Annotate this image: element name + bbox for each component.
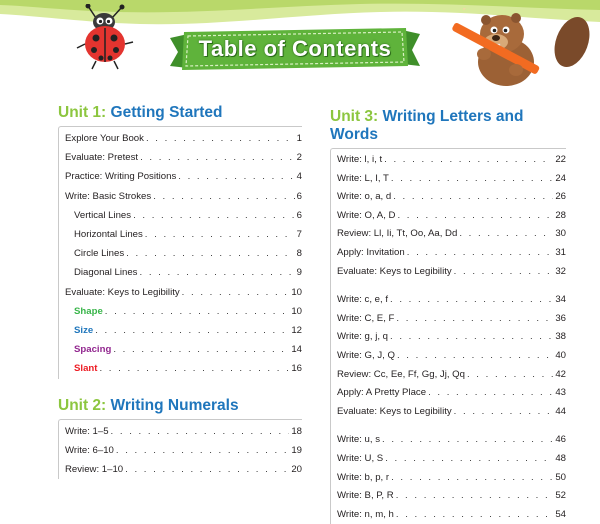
key-label-spacing: Spacing: [74, 344, 112, 356]
entry-label: Write: 1–5: [65, 425, 109, 437]
beaver-illustration: [444, 8, 594, 90]
entry-label: Apply: A Pretty Place: [337, 387, 427, 399]
entry-page: 52: [555, 490, 566, 502]
toc-entry[interactable]: [65, 129, 302, 148]
entry-page: 6: [296, 190, 302, 202]
toc-subentry[interactable]: [65, 225, 302, 244]
entry-label: Evaluate: Keys to Legibility: [337, 405, 452, 417]
unit-3-title-line1: Writing Letters and: [382, 108, 524, 125]
entry-page: 18: [291, 425, 302, 437]
toc-entry[interactable]: [337, 450, 566, 469]
toc-key-entry[interactable]: [65, 340, 302, 359]
key-label-size: Size: [74, 325, 94, 337]
toc-key-entry[interactable]: [65, 359, 302, 378]
entry-label: Review: Cc, Ee, Ff, Gg, Jj, Qq: [337, 368, 465, 380]
toc-entry[interactable]: [337, 244, 566, 263]
entry-label: Explore Your Book: [65, 133, 144, 144]
toc-entry[interactable]: [337, 431, 566, 450]
unit-2-number: Unit 2:: [58, 396, 107, 414]
entry-page: 9: [296, 267, 302, 279]
entry-page: 46: [555, 434, 566, 446]
entry-label: Evaluate: Keys to Legibility: [65, 286, 180, 298]
entry-label: Circle Lines: [74, 248, 125, 260]
entry-label: Review: Ll, Ii, Tt, Oo, Aa, Dd: [337, 228, 458, 240]
entry-label: Evaluate: Keys to Legibility: [337, 265, 452, 277]
entry-label: Horizontal Lines: [74, 229, 143, 241]
entry-label: Review: 1–10: [65, 464, 124, 476]
entry-page: 1: [296, 133, 302, 144]
entry-label: Practice: Writing Positions: [65, 171, 177, 183]
entry-label: Write: l, i, t: [337, 154, 383, 165]
entry-page: 36: [555, 312, 566, 324]
entry-page: 10: [291, 286, 302, 298]
toc-entry[interactable]: [65, 167, 302, 186]
unit-1-number: Unit 1:: [58, 104, 107, 121]
entry-page: 28: [555, 209, 566, 221]
entry-label: Write: O, A, D: [337, 209, 396, 221]
toc-subentry[interactable]: [65, 206, 302, 225]
left-column: [58, 104, 302, 479]
entry-label: Diagonal Lines: [74, 267, 138, 279]
unit-1-entries: [58, 126, 302, 379]
entry-page: 12: [291, 325, 302, 337]
toc-entry[interactable]: [337, 347, 566, 366]
entry-page: 44: [555, 405, 566, 417]
entry-label: Write: u, s: [337, 434, 381, 446]
unit-3-title-line2: Words: [330, 126, 378, 143]
toc-entry[interactable]: [337, 188, 566, 207]
entry-label: Write: c, e, f: [337, 294, 388, 306]
key-label-slant: Slant: [74, 363, 98, 375]
toc-subentry[interactable]: [65, 244, 302, 263]
group-gap: [337, 281, 566, 291]
entry-label: Apply: Invitation: [337, 246, 405, 258]
entry-label: Write: b, p, r: [337, 471, 390, 483]
toc-entry[interactable]: [337, 328, 566, 347]
page-title: Table of Contents: [198, 36, 392, 61]
toc-entry[interactable]: [65, 441, 302, 460]
entry-page: 22: [555, 154, 566, 165]
entry-label: Write: 6–10: [65, 444, 114, 456]
entry-page: 16: [291, 363, 302, 375]
toc-key-entry[interactable]: [65, 321, 302, 340]
entry-page: 8: [296, 248, 302, 260]
entry-page: 6: [296, 209, 302, 221]
entry-page: 30: [555, 228, 566, 240]
entry-page: 10: [291, 305, 302, 317]
entry-page: 43: [555, 387, 566, 399]
entry-page: 24: [555, 172, 566, 184]
unit-2-heading: [58, 397, 302, 415]
toc-entry[interactable]: [65, 460, 302, 479]
toc-entry[interactable]: [337, 506, 566, 524]
group-gap: [337, 421, 566, 431]
unit-3-number: Unit 3:: [330, 108, 379, 125]
entry-page: 32: [555, 265, 566, 277]
entry-page: 20: [291, 464, 302, 476]
entry-label: Write: L, I, T: [337, 172, 389, 184]
ladybug-illustration: [74, 4, 136, 70]
entry-label: Write: B, P, R: [337, 490, 394, 502]
entry-page: 19: [291, 444, 302, 456]
entry-label: Write: o, a, d: [337, 191, 392, 203]
entry-label: Evaluate: Pretest: [65, 152, 139, 164]
entry-label: Write: G, J, Q: [337, 349, 395, 361]
entry-label: Write: Basic Strokes: [65, 190, 152, 202]
entry-page: 26: [555, 191, 566, 203]
toc-key-entry[interactable]: [65, 302, 302, 321]
entry-page: 48: [555, 452, 566, 464]
toc-entry[interactable]: [337, 403, 566, 422]
toc-entry[interactable]: [65, 148, 302, 167]
entry-label: Write: g, j, q: [337, 331, 389, 343]
entry-page: 31: [555, 246, 566, 258]
toc-entry[interactable]: [337, 310, 566, 329]
entry-page: 40: [555, 349, 566, 361]
entry-page: 34: [555, 294, 566, 306]
toc-entry[interactable]: [65, 283, 302, 302]
unit-1-heading: [58, 104, 302, 122]
toc-entry[interactable]: [337, 151, 566, 170]
entry-label: Write: U, S: [337, 452, 384, 464]
toc-entry[interactable]: [337, 263, 566, 282]
toc-entry[interactable]: [337, 469, 566, 488]
toc-entry[interactable]: [65, 422, 302, 441]
unit-1-title: Getting Started: [110, 104, 223, 121]
unit-3-entries: [330, 148, 566, 524]
entry-label: Write: n, m, h: [337, 508, 394, 520]
entry-page: 50: [555, 471, 566, 483]
unit-3-heading: [330, 108, 566, 144]
entry-page: 2: [296, 152, 302, 164]
toc-entry[interactable]: [337, 384, 566, 403]
key-label-shape: Shape: [74, 305, 103, 317]
entry-page: 7: [296, 229, 302, 241]
unit-2-title: Writing Numerals: [110, 396, 239, 414]
entry-page: 38: [555, 331, 566, 343]
toc-entry[interactable]: [337, 207, 566, 226]
entry-label: Vertical Lines: [74, 209, 132, 221]
unit-2-entries: [58, 419, 302, 480]
toc-subentry[interactable]: [65, 263, 302, 282]
right-column: [330, 108, 566, 524]
toc-entry[interactable]: [337, 291, 566, 310]
toc-entry[interactable]: [65, 187, 302, 206]
entry-page: 14: [291, 344, 302, 356]
entry-page: 4: [296, 171, 302, 183]
toc-entry[interactable]: [337, 225, 566, 244]
entry-label: Write: C, E, F: [337, 312, 395, 324]
toc-entry[interactable]: [337, 366, 566, 385]
toc-entry[interactable]: [337, 487, 566, 506]
entry-page: 54: [555, 508, 566, 520]
entry-page: 42: [555, 368, 566, 380]
toc-entry[interactable]: [337, 170, 566, 189]
